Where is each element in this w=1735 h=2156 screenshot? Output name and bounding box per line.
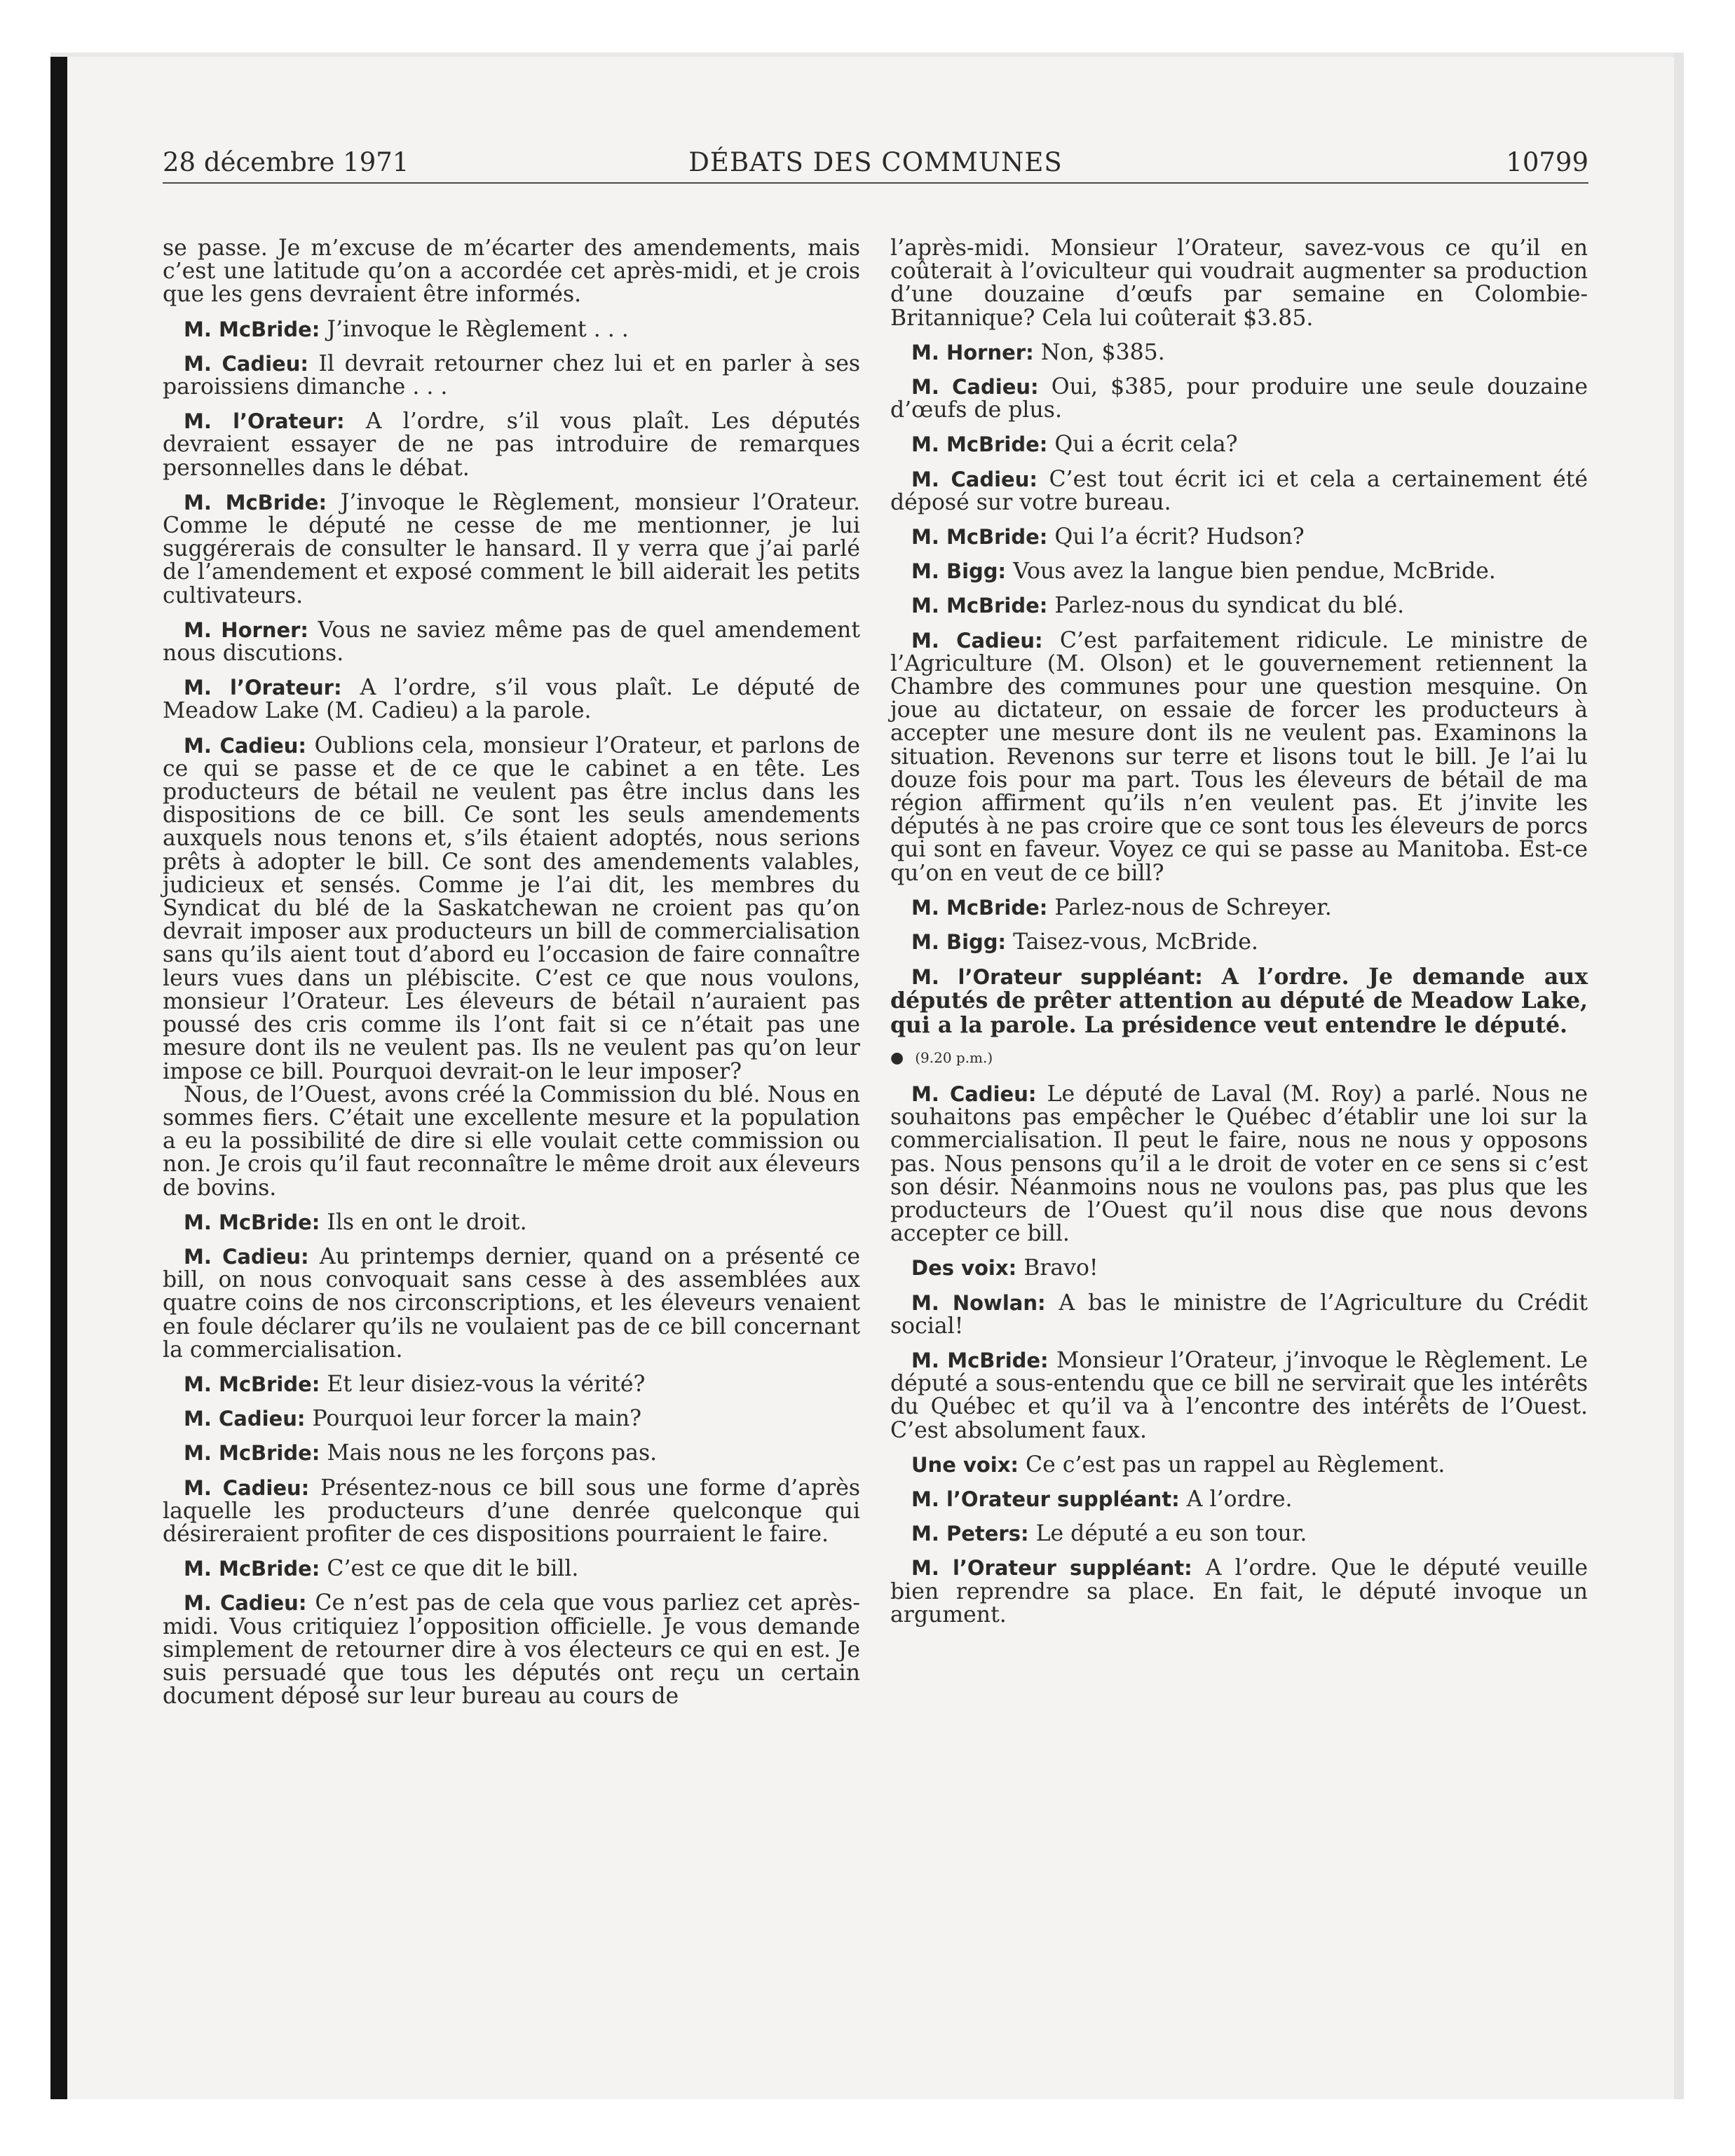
running-header <box>163 146 1588 184</box>
speech-text: Non, $385. <box>1040 339 1165 365</box>
speaker-label: M. Bigg: <box>911 559 1007 584</box>
speaker-label: M. McBride: <box>911 594 1048 618</box>
paragraph <box>163 1442 860 1465</box>
speech-text: Présentez-nous ce bill sous une forme d’après laquelle les producteurs d’une denrée quelconque qui désireraient profiter de ces dispositions pourraient le faire. <box>163 1475 861 1547</box>
speech-text: Oui, $385, pour produire une seule douzaine d’œufs de plus. <box>890 374 1588 423</box>
speech-text: Qui a écrit cela? <box>1054 432 1238 458</box>
paragraph <box>163 237 860 307</box>
speaker-label: Une voix: <box>911 1452 1019 1477</box>
paragraph <box>890 1488 1588 1511</box>
speaker-label: M. l’Orateur suppléant: <box>911 965 1203 990</box>
paragraph <box>890 1349 1588 1442</box>
scan-edge-right <box>1674 53 1684 2099</box>
bullet-icon: ● <box>890 1049 904 1067</box>
speaker-label: M. Cadieu: <box>911 467 1037 491</box>
paragraph <box>163 732 861 1084</box>
speaker-label: M. Cadieu: <box>184 351 308 376</box>
speaker-label: M. Cadieu: <box>911 628 1043 653</box>
paragraph <box>890 433 1588 456</box>
paragraph <box>163 619 860 665</box>
speech-text: C’est tout écrit ici et cela a certainement été déposé sur votre bureau. <box>890 466 1588 515</box>
speaker-label: M. l’Orateur: <box>184 409 345 434</box>
speaker-label: M. l’Orateur suppléant: <box>911 1487 1180 1511</box>
speech-text: Qui l’a écrit? Hudson? <box>1054 524 1305 550</box>
speech-text: Ce n’est pas de cela que vous parliez cet après-midi. Vous critiquiez l’opposition officielle. Je vous demande simplement de retourner dire à vos électeurs ce qui en est. Je suis persuadé que tous les députés ont reçu un certain document déposé sur leur bureau au cours de <box>163 1590 860 1710</box>
speaker-label: M. McBride: <box>184 1372 320 1396</box>
speech-text: Bravo! <box>1023 1255 1098 1281</box>
paragraph <box>163 350 861 400</box>
speech-text: Monsieur l’Orateur, j’invoque le Règlement. Le député a sous-entendu que ce bill ne servirait que les intérêts du Québec et qu’il va à l’encontre des intérêts de l’Ouest. C’est absolument faux. <box>890 1347 1588 1443</box>
speech-text: J’invoque le Règlement, monsieur l’Orateur. Comme le député ne cesse de me mentionner, je lui suggérerais de consulter le hansard. Il y verra que j’ai parlé de l’amendement et exposé comment le bill aiderait les petits cultivateurs. <box>163 489 860 608</box>
paragraph <box>890 1083 1588 1246</box>
left-column <box>163 237 860 1719</box>
speech-text: Ce c’est pas un rappel au Règlement. <box>1026 1452 1445 1478</box>
paragraph <box>163 318 860 341</box>
speech-text: Oublions cela, monsieur l’Orateur, et parlons de ce qui se passe et de ce que le cabinet a en tête. Les producteurs de bétail ne veulent pas être inclus dans les dispositions de ce bill. Ce sont les seuls amendements auxquels nous tenons et, s’ils étaient adoptés, nous serions prêts à adopter le bill. Ce sont des amendements valables, judicieux et sensés. Comme je l’ai dit, les membres du Syndicat du blé de la Saskatchewan ne croient pas qu’on devrait imposer aux producteurs un bill de commercialisation sans qu’ils aient tout d’abord eu l’occasion de faire connaître leurs vues dans un plébiscite. C’est ce que nous voulons, monsieur l’Orateur. Les éleveurs de bétail n’auraient pas poussé des cris comme ils l’ont fait si ce n’était pas une mesure dont ils ne veulent pas. Ils ne veulent pas qu’on leur impose ce bill. Pourquoi devrait-on le leur imposer? <box>163 732 861 1084</box>
speaker-label: M. l’Orateur suppléant: <box>911 1556 1192 1581</box>
paragraph <box>163 1211 860 1234</box>
speaker-label: M. Horner: <box>184 618 309 642</box>
paragraph <box>890 896 1588 920</box>
speech-text: Ils en ont le droit. <box>327 1209 527 1235</box>
speech-text: A l’ordre, s’il vous plaît. Le député de Meadow Lake (M. Cadieu) a la parole. <box>163 675 860 724</box>
paragraph <box>163 1243 861 1363</box>
speaker-label: M. Peters: <box>911 1522 1029 1546</box>
speaker-label: M. McBride: <box>911 432 1048 457</box>
paragraph <box>890 931 1588 954</box>
speaker-label: M. McBride: <box>184 1557 320 1581</box>
paragraph <box>890 526 1588 549</box>
speech-text: C’est ce que dit le bill. <box>327 1556 579 1582</box>
speech-text: Il devrait retourner chez lui et en parler à ses paroissiens dimanche . . . <box>163 350 861 400</box>
paragraph <box>163 1373 860 1396</box>
timestamp-text: (9.20 p.m.) <box>915 1049 993 1066</box>
speaker-label: M. McBride: <box>184 1441 320 1466</box>
paragraph <box>890 341 1588 364</box>
speech-text: C’est parfaitement ridicule. Le ministre de l’Agriculture (M. Olson) et le gouvernement retiennent la Chambre des communes pour une question mesquine. On joue au dictateur, on essaie de forcer les producteurs à accepter une mesure dont ils ne veulent pas. Examinons la situation. Revenons sur terre et lisons tout le bill. Je l’ai lu douze fois pour ma part. Tous les éleveurs de bétail de ma région affirment qu’ils n’en veulent pas. Et j’invite les députés à ne pas croire que ce sont tous les éleveurs de porcs qui sont en faveur. Voyez ce qui se passe au Manitoba. Est-ce qu’on en veut de ce bill? <box>890 627 1588 886</box>
paragraph <box>890 1522 1588 1546</box>
speaker-label: M. Bigg: <box>911 930 1007 955</box>
header-date: 28 décembre 1971 <box>163 147 409 177</box>
speech-text: Le député a eu son tour. <box>1035 1521 1307 1547</box>
speaker-label: M. Cadieu: <box>184 1591 307 1616</box>
speech-text: J’invoque le Règlement . . . <box>327 316 629 342</box>
paragraph <box>163 410 860 480</box>
paragraph <box>163 676 860 723</box>
paragraph <box>163 1084 860 1200</box>
speech-text: Le député de Laval (M. Roy) a parlé. Nous ne souhaitons pas empêcher le Québec d’établir une loi sur la commercialisation. Il peut le faire, nous ne nous y opposons pas. Nous pensons qu’il a le droit de voter en ce sens si c’est son désir. Néanmoins nous ne voulons pas, pas plus que les producteurs de l’Ouest qu’il nous dise que nous devons accepter ce bill. <box>890 1081 1588 1247</box>
speech-text: Au printemps dernier, quand on a présenté ce bill, on nous convoquait sans cesse à des assemblées aux quatre coins de nos circonscriptions, et les éleveurs venaient en foule déclarer qu’ils ne voulaient pas de ce bill concernant la commercialisation. <box>163 1243 861 1363</box>
paragraph <box>890 629 1588 885</box>
speech-text: Pourquoi leur forcer la main? <box>312 1406 642 1432</box>
paragraph <box>890 376 1588 422</box>
paragraph <box>890 594 1588 618</box>
scan-edge-left <box>50 53 67 2099</box>
header-title: DÉBATS DES COMMUNES <box>688 147 1063 177</box>
speaker-label: Des voix: <box>911 1256 1017 1281</box>
paragraph <box>890 1454 1588 1477</box>
speech-text: Parlez-nous du syndicat du blé. <box>1054 593 1405 619</box>
speaker-label: M. Cadieu: <box>911 375 1039 400</box>
paragraph <box>163 491 860 608</box>
paragraph <box>890 965 1588 1037</box>
speech-text: Vous ne saviez même pas de quel amendement nous discutions. <box>163 617 861 667</box>
paragraph <box>890 560 1588 583</box>
speech-text: Nous, de l’Ouest, avons créé la Commission du blé. Nous en sommes fiers. C’était une excellente mesure et la population a eu la possibilité de dire si elle voulait cette commission ou non. Je crois qu’il faut reconnaître le même droit aux éleveurs de bovins. <box>163 1082 860 1201</box>
paragraph <box>890 1257 1588 1280</box>
right-column <box>890 237 1588 1638</box>
paragraph <box>163 1592 860 1708</box>
speaker-label: M. Horner: <box>911 340 1034 364</box>
speaker-label: M. McBride: <box>911 525 1048 550</box>
paragraph <box>890 1292 1588 1338</box>
paragraph <box>890 468 1588 514</box>
speaker-label: M. l’Orateur: <box>184 676 342 700</box>
paragraph <box>163 1557 860 1581</box>
speaker-label: M. Cadieu: <box>184 1475 310 1500</box>
paragraph <box>163 1407 860 1431</box>
speech-text: A l’ordre. Je demande aux députés de prêter attention au député de Meadow Lake, qui a la parole. La présidence veut entendre le député. <box>890 964 1588 1038</box>
speech-text: Mais nous ne les forçons pas. <box>327 1440 658 1466</box>
speaker-label: M. McBride: <box>911 895 1048 920</box>
speaker-label: M. McBride: <box>184 490 327 514</box>
paragraph <box>890 1557 1588 1627</box>
speaker-label: M. McBride: <box>184 317 320 341</box>
paragraph <box>163 1477 860 1547</box>
speech-text: Vous avez la langue bien pendue, McBride. <box>1013 559 1496 585</box>
speech-text: l’après-midi. Monsieur l’Orateur, savez-vous ce qu’il en coûterait à l’oviculteur qui voudrait augmenter sa production d’une douzaine d’œufs par semaine en Colombie-Britannique? Cela lui coûterait $3.85. <box>890 236 1588 331</box>
speech-text: se passe. Je m’excuse de m’écarter des amendements, mais c’est une latitude qu’on a accordée cet après-midi, et je crois que les gens devraient être informés. <box>163 236 860 308</box>
speaker-label: M. Cadieu: <box>184 733 307 758</box>
header-page-number: 10799 <box>1506 147 1588 177</box>
speaker-label: M. Nowlan: <box>911 1290 1046 1315</box>
speech-text: A l’ordre. Que le député veuille bien reprendre sa place. En fait, le député invoque un argument. <box>890 1555 1588 1628</box>
speaker-label: M. McBride: <box>184 1210 320 1234</box>
speech-text: Et leur disiez-vous la vérité? <box>327 1371 646 1397</box>
speech-text: A bas le ministre de l’Agriculture du Crédit social! <box>890 1290 1588 1339</box>
timestamp <box>890 1049 1588 1067</box>
speech-text: Taisez-vous, McBride. <box>1013 929 1258 955</box>
speaker-label: M. Cadieu: <box>911 1082 1037 1106</box>
speaker-label: M. Cadieu: <box>184 1407 306 1431</box>
speech-text: Parlez-nous de Schreyer. <box>1054 894 1332 920</box>
paragraph <box>890 237 1588 330</box>
speech-text: A l’ordre. <box>1186 1486 1293 1512</box>
speech-text: A l’ordre, s’il vous plaît. Les députés devraient essayer de ne pas introduire de remarques personnelles dans le débat. <box>163 409 860 481</box>
speaker-label: M. Cadieu: <box>184 1244 309 1269</box>
speaker-label: M. McBride: <box>911 1348 1049 1372</box>
